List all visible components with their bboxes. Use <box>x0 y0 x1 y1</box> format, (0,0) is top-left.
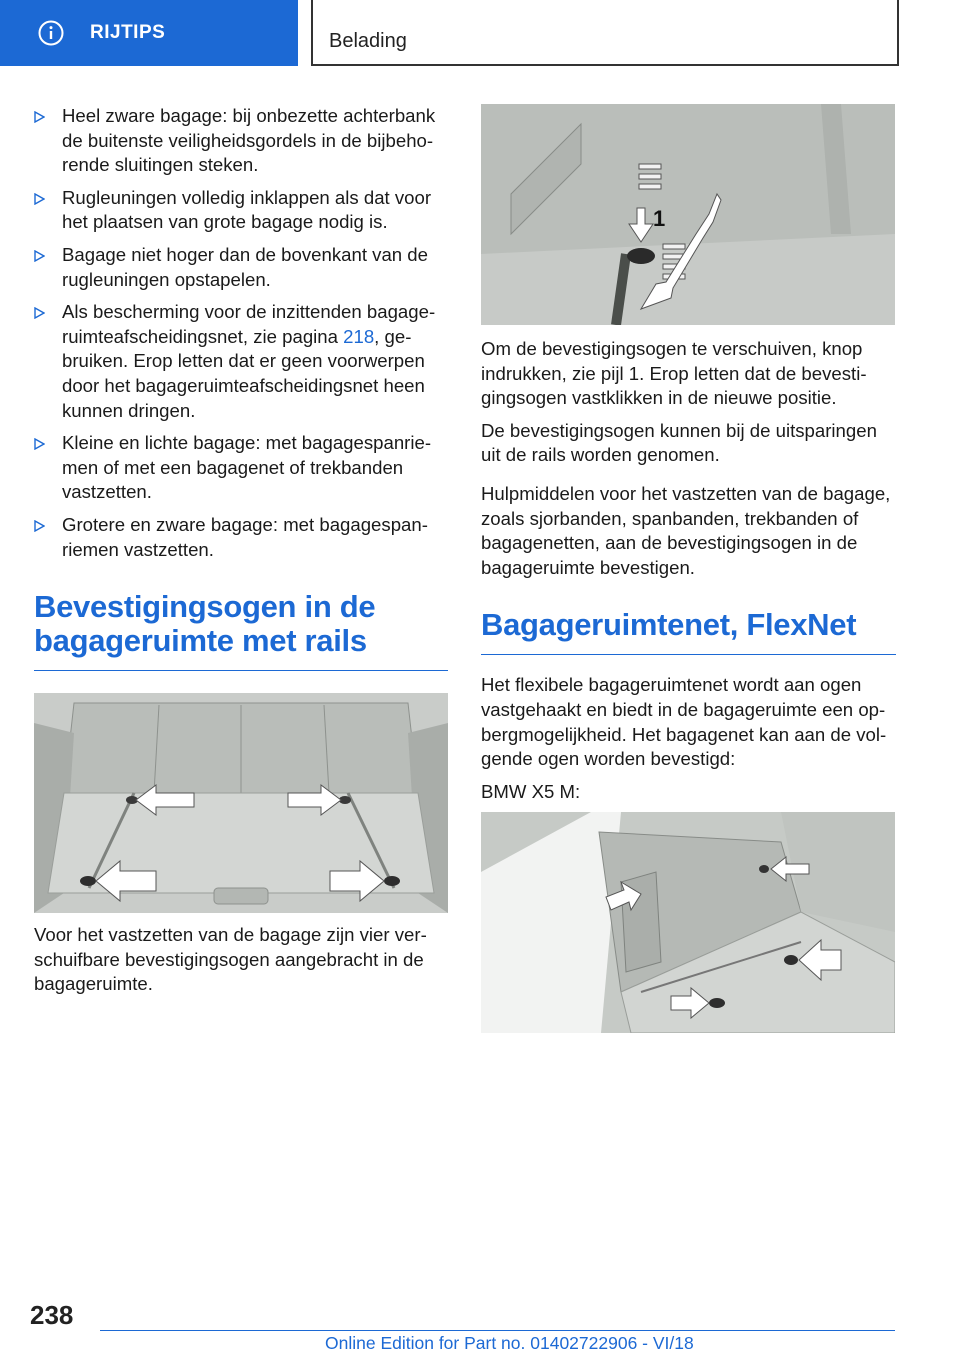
footer-divider <box>100 1330 895 1331</box>
bullet-text: Bagage niet hoger dan de bovenkant van de rugleuningen opstapelen. <box>62 243 428 290</box>
page-link[interactable]: 218 <box>343 325 375 347</box>
bullet-triangle-icon <box>34 520 45 532</box>
right-column <box>481 104 896 1033</box>
section-tab[interactable] <box>0 0 298 66</box>
page-number: 238 <box>30 1300 74 1330</box>
bullet-triangle-icon <box>34 438 45 450</box>
paragraph: BMW X5 M: <box>481 780 581 802</box>
figure-label: 1 <box>653 206 666 231</box>
left-column <box>34 104 448 1005</box>
cargo-rails-figure <box>34 693 448 913</box>
bullet-text-post: , gebruiken. Erop letten dat er geen voorwerpen door het bagageruimteafscheidingsnet heen kunnen dringen. <box>62 325 425 421</box>
paragraph: Het flexibele bagageruimtenet wordt aan ogen vastgehaakt en biedt in de bagageruimte een opbergmogelijkheid. Het bagagenet kan aan de volgende ogen worden bevestigd: <box>481 674 887 770</box>
section-heading: Bagageruimtenet, FlexNet <box>481 608 896 655</box>
list-item <box>34 431 448 505</box>
bullet-list <box>34 104 448 562</box>
cargo-rails-illustration <box>34 693 448 913</box>
edition-text: Online Edition for Part no. 01402722906 - VI/18 <box>325 1333 694 1353</box>
flexnet-illustration <box>481 812 895 1033</box>
bullet-triangle-icon <box>34 250 45 262</box>
bullet-text-pre: Als bescherming voor de inzittenden bagageruimteafscheidingsnet, zie pagina <box>62 301 436 347</box>
figure-caption: Voor het vastzetten van de bagage zijn vier verschuifbare bevestigingsogen aangebracht in de bagageruimte. <box>34 924 427 995</box>
chapter-title-box <box>311 0 899 66</box>
paragraph: Hulpmiddelen voor het vastzetten van de bagage, zoals sjorbanden, spanbanden, trekbanden of bagagenetten, aan de bevestigingsogen in de bagageruimte bevestigen. <box>481 482 891 578</box>
bullet-triangle-icon <box>34 193 45 205</box>
list-item <box>34 243 448 292</box>
bullet-triangle-icon <box>34 111 45 123</box>
flexnet-figure <box>481 812 895 1033</box>
paragraph: Om de bevestigingsogen te verschuiven, knop indrukken, zie pijl 1. Erop letten dat de bevestigingsogen vastklikken in de nieuwe positie. <box>481 338 867 409</box>
chapter-title: Belading <box>329 30 407 52</box>
list-item <box>34 513 448 562</box>
section-label: RIJTIPS <box>90 22 166 43</box>
list-item <box>34 104 448 178</box>
list-item <box>34 186 448 235</box>
info-icon <box>38 20 64 46</box>
bullet-text: Grotere en zware bagage: met bagagespanriemen vastzetten. <box>62 513 428 560</box>
paragraph: De bevestigingsogen kunnen bij de uitsparingen uit de rails worden genomen. <box>481 419 877 466</box>
bullet-text: Heel zware bagage: bij onbezette achterbank de buitenste veiligheidsgordels in de bijbehorende sluitingen steken. <box>62 105 436 176</box>
section-heading: Bevestigingsogen in de bagageruimte met rails <box>34 590 448 671</box>
list-item <box>34 300 448 423</box>
bullet-triangle-icon <box>34 307 45 319</box>
bullet-text: Kleine en lichte bagage: met bagagespanriemen of met een bagagenet of trekbanden vastzetten. <box>62 432 432 503</box>
bullet-text: Rugleuningen volledig inklappen als dat voor het plaatsen van grote bagage nodig is. <box>62 186 432 233</box>
eyelet-detail-figure <box>481 104 895 325</box>
eyelet-detail-illustration <box>481 104 895 325</box>
